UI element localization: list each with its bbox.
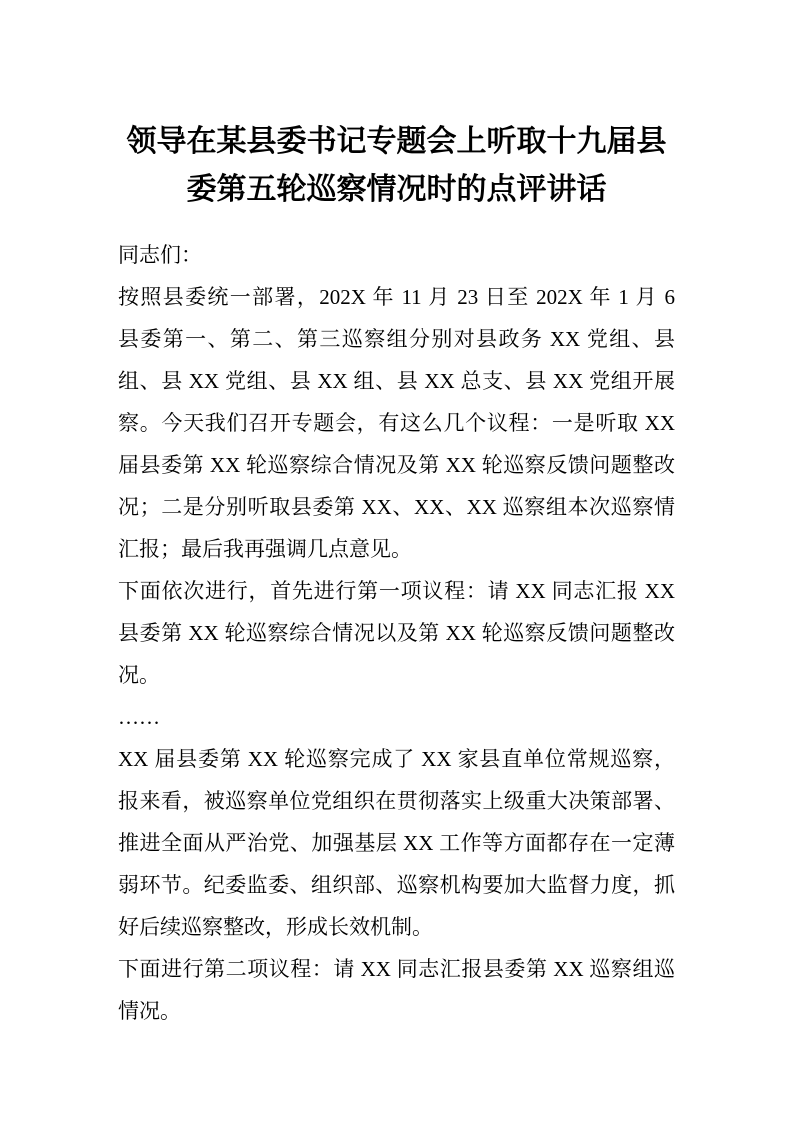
title-line-2: 委第五轮巡察情况时的点评讲话 <box>186 173 607 206</box>
text-line: 县委第一、第二、第三巡察组分别对县政务 XX 党组、县 <box>118 327 675 351</box>
text-line: 情况。 <box>118 999 181 1023</box>
paragraph <box>118 948 675 1032</box>
text-line: 组、县 XX 党组、县 XX 组、县 XX 总支、县 XX 党组开展 <box>118 369 675 393</box>
text-line: 县委第 XX 轮巡察综合情况以及第 XX 轮巡察反馈问题整改 <box>118 621 675 645</box>
paragraph <box>118 696 675 738</box>
text-line: 察。今天我们召开专题会，有这么几个议程：一是听取 XX <box>118 411 675 435</box>
text-line: XX 届县委第 XX 轮巡察完成了 XX 家县直单位常规巡察， <box>118 747 675 771</box>
paragraph <box>118 738 675 948</box>
text-line: 推进全面从严治党、加强基层 XX 工作等方面都存在一定薄 <box>118 831 675 855</box>
text-line: 届县委第 XX 轮巡察综合情况及第 XX 轮巡察反馈问题整改 <box>118 453 675 477</box>
text-line: 下面进行第二项议程：请 XX 同志汇报县委第 XX 巡察组巡 <box>118 957 675 981</box>
text-line: 好后续巡察整改，形成长效机制。 <box>118 915 433 939</box>
paragraph <box>118 570 675 696</box>
text-line: 按照县委统一部署，202X 年 11 月 23 日至 202X 年 1 月 6 <box>118 285 675 309</box>
paragraph <box>118 276 675 570</box>
title-line-1: 领导在某县委书记专题会上听取十九届县 <box>126 125 667 158</box>
document-title <box>118 118 675 214</box>
text-line: 同志们： <box>118 243 202 267</box>
text-line: 汇报；最后我再强调几点意见。 <box>118 537 412 561</box>
text-line: 弱环节。纪委监委、组织部、巡察机构要加大监督力度，抓 <box>118 873 675 897</box>
text-line: 报来看，被巡察单位党组织在贯彻落实上级重大决策部署、 <box>118 789 675 813</box>
text-line: 况。 <box>118 663 160 687</box>
paragraph <box>118 234 675 276</box>
text-line: …… <box>118 705 160 729</box>
text-line: 况；二是分别听取县委第 XX、XX、XX 巡察组本次巡察情 <box>118 495 675 519</box>
document-body <box>118 234 675 1032</box>
text-line: 下面依次进行，首先进行第一项议程：请 XX 同志汇报 XX <box>118 579 675 603</box>
